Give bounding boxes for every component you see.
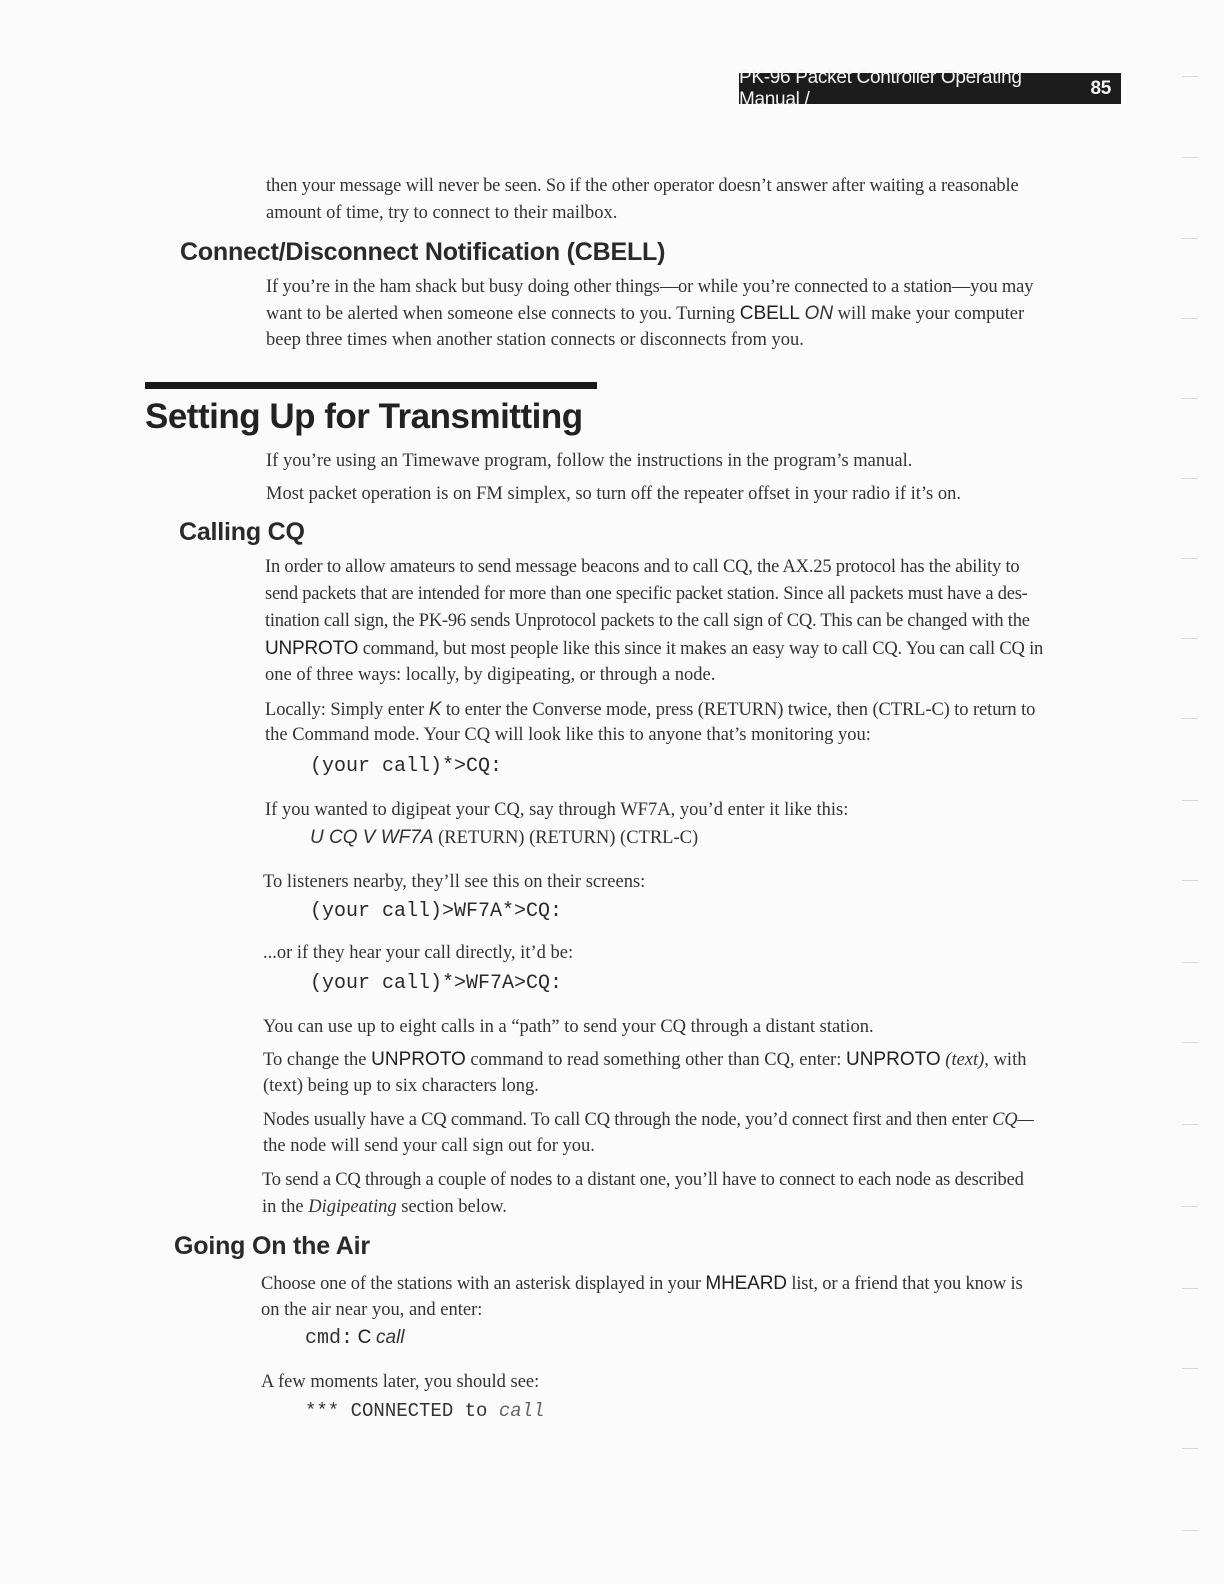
edge-mark bbox=[1182, 1288, 1198, 1289]
intro-line-1: then your message will never be seen. So if the other operator doesn’t answer after waiting a reasonable bbox=[266, 176, 1019, 196]
section-rule bbox=[145, 382, 597, 389]
cbell-text: will make your computer bbox=[837, 304, 1025, 324]
code-example-3: (your call)>WF7A*>CQ: bbox=[310, 900, 563, 923]
cq-text: section below. bbox=[401, 1197, 507, 1217]
connect-command: C bbox=[357, 1327, 372, 1348]
cq-p7-line-2: (text) being up to six characters long. bbox=[263, 1076, 539, 1096]
unproto-command: UNPROTO bbox=[845, 1049, 941, 1070]
cbell-line-3: beep three times when another station connects or disconnects from you. bbox=[266, 330, 804, 350]
call-param: call bbox=[498, 1400, 545, 1422]
cq-text: to enter the Converse mode, press (RETURN) twice, then (CTRL-C) to return to bbox=[445, 700, 1036, 720]
cq-p1-line-1: In order to allow amateurs to send message beacons and to call CQ, the AX.25 protocol has the ability to bbox=[265, 557, 1020, 577]
edge-mark bbox=[1182, 638, 1198, 639]
air-p1-line-1 bbox=[261, 1270, 1023, 1298]
text-param: (text), bbox=[945, 1050, 989, 1070]
key-sequence: (RETURN) (RETURN) (CTRL-C) bbox=[438, 828, 699, 848]
cbell-command: CBELL bbox=[739, 303, 800, 324]
cq-p7-line-1 bbox=[263, 1046, 1026, 1074]
edge-mark bbox=[1182, 1368, 1198, 1369]
code-example-1: (your call)*>CQ: bbox=[310, 755, 503, 778]
unproto-command: UNPROTO bbox=[371, 1049, 466, 1070]
edge-mark bbox=[1182, 157, 1198, 158]
edge-mark bbox=[1182, 238, 1198, 239]
page-number: 85 bbox=[1090, 77, 1111, 99]
edge-mark bbox=[1182, 398, 1198, 399]
cq-text: command, but most people like this since it makes an easy way to call CQ. You can call CQ in bbox=[362, 639, 1044, 659]
cq-p1-line-3: tination call sign, the PK-96 sends Unprotocol packets to the call sign of CQ. This can be changed with the bbox=[265, 611, 1030, 631]
edge-mark bbox=[1182, 1042, 1198, 1043]
intro-line-2: amount of time, try to connect to their mailbox. bbox=[266, 203, 618, 223]
cq-p9-line-1: To send a CQ through a couple of nodes to a distant one, you’ll have to connect to each node as described bbox=[262, 1170, 1024, 1190]
cq-text: To change the bbox=[263, 1050, 367, 1070]
cq-text: with bbox=[993, 1050, 1027, 1070]
edge-mark bbox=[1182, 558, 1198, 559]
setup-para-2: Most packet operation is on FM simplex, so turn off the repeater offset in your radio if it’s on. bbox=[266, 484, 961, 504]
cq-text: in the bbox=[262, 1197, 304, 1217]
cq-p9-line-2 bbox=[262, 1194, 507, 1221]
edge-mark bbox=[1182, 1206, 1198, 1207]
cmd-prompt: cmd: bbox=[305, 1327, 354, 1350]
edge-mark bbox=[1182, 76, 1198, 77]
edge-mark bbox=[1182, 880, 1198, 881]
cq-p6: You can use up to eight calls in a “path” to send your CQ through a distant station. bbox=[263, 1017, 874, 1037]
call-param: call bbox=[376, 1327, 405, 1348]
air-text: list, or a friend that you know is bbox=[791, 1274, 1023, 1294]
edge-mark bbox=[1182, 962, 1198, 963]
cbell-line-1: If you’re in the ham shack but busy doing other things—or while you’re connected to a station—you may bbox=[266, 277, 1034, 297]
unproto-command: UNPROTO bbox=[265, 638, 359, 659]
setup-para-1: If you’re using an Timewave program, follow the instructions in the program’s manual. bbox=[266, 451, 913, 471]
air-code-1 bbox=[305, 1327, 405, 1350]
on-air-heading: Going On the Air bbox=[174, 1232, 370, 1260]
air-p1-line-2: on the air near you, and enter: bbox=[261, 1300, 483, 1320]
cbell-line-2 bbox=[266, 300, 1024, 328]
edge-mark bbox=[1182, 478, 1198, 479]
digipeating-reference: Digipeating bbox=[308, 1197, 397, 1217]
cq-p1-line-2: send packets that are intended for more than one specific packet station. Since all packets must have a des- bbox=[265, 584, 1028, 604]
edge-mark bbox=[1182, 718, 1198, 719]
edge-mark bbox=[1182, 318, 1198, 319]
cq-p3: If you wanted to digipeat your CQ, say through WF7A, you’d enter it like this: bbox=[265, 800, 849, 820]
cq-p4: To listeners nearby, they’ll see this on their screens: bbox=[263, 872, 646, 892]
header-title: PK-96 Packet Controller Operating Manual / bbox=[739, 66, 1022, 110]
cbell-heading: Connect/Disconnect Notification (CBELL) bbox=[180, 238, 666, 266]
air-code-2 bbox=[305, 1400, 544, 1422]
cq-p1-line-4 bbox=[265, 635, 1043, 663]
code-example-2 bbox=[310, 827, 698, 849]
air-p2: A few moments later, you should see: bbox=[261, 1372, 540, 1392]
edge-mark bbox=[1182, 1124, 1198, 1125]
cbell-text: want to be alerted when someone else connects to you. Turning bbox=[266, 304, 736, 324]
cq-p2-line-1 bbox=[265, 696, 1035, 724]
cq-text: command to read something other than CQ, enter: bbox=[470, 1050, 842, 1070]
edge-mark bbox=[1182, 1448, 1198, 1449]
cq-command: CQ— bbox=[992, 1110, 1034, 1130]
cq-text: Locally: Simply enter bbox=[265, 700, 425, 720]
edge-mark bbox=[1182, 800, 1198, 801]
cbell-on: ON bbox=[804, 303, 834, 324]
cq-p5: ...or if they hear your call directly, it’d be: bbox=[263, 943, 574, 963]
connected-message: *** CONNECTED to bbox=[305, 1400, 488, 1422]
cq-p2-line-2: the Command mode. Your CQ will look like this to anyone that’s monitoring you: bbox=[265, 725, 871, 745]
running-header bbox=[739, 66, 1121, 110]
calling-cq-heading: Calling CQ bbox=[179, 518, 305, 546]
air-text: Choose one of the stations with an asterisk displayed in your bbox=[261, 1274, 701, 1294]
k-command: K bbox=[428, 699, 442, 720]
cq-p8-line-2: the node will send your call sign out for you. bbox=[263, 1136, 595, 1156]
setup-heading: Setting Up for Transmitting bbox=[145, 397, 583, 436]
cq-p1-line-5: one of three ways: locally, by digipeating, or through a node. bbox=[265, 665, 716, 685]
code-example-4: (your call)*>WF7A>CQ: bbox=[310, 972, 563, 995]
mheard-command: MHEARD bbox=[705, 1273, 787, 1294]
cq-text: Nodes usually have a CQ command. To call CQ through the node, you’d connect first and then enter bbox=[263, 1110, 988, 1130]
cq-p8-line-1 bbox=[263, 1107, 1034, 1134]
edge-mark bbox=[1182, 1530, 1198, 1531]
digipeat-command: U CQ V WF7A bbox=[310, 827, 434, 848]
